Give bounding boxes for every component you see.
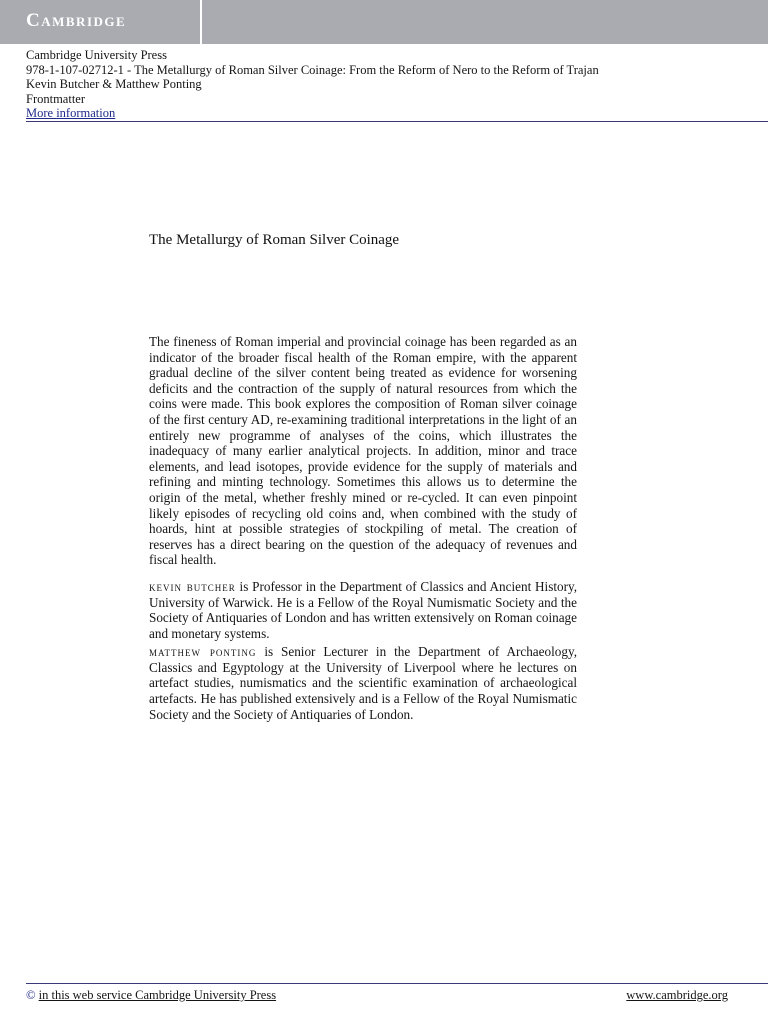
author-bio-text-ponting: is Senior Lecturer in the Department of Archaeology, Classics and Egyptology at the University of Liverpool where he lectures on artefact studies, numismatics and the scientific examination of archaeological artefacts. He has published extensively and is a Fellow of the Royal Numismatic Society and the Society of Antiquaries of London. — [149, 644, 577, 722]
header-bar — [0, 0, 768, 44]
copyright-text[interactable]: in this web service Cambridge University Press — [38, 988, 277, 1002]
cambridge-logo[interactable]: Cambridge — [26, 10, 127, 31]
footer-copyright — [26, 988, 276, 1003]
logo-box — [0, 0, 202, 44]
section-line: Frontmatter — [26, 91, 86, 106]
author-name-ponting: matthew ponting — [149, 644, 257, 660]
book-description: The fineness of Roman imperial and provincial coinage has been regarded as an indicator of the broader fiscal health of the Roman empire, with the apparent gradual decline of the silver content being treated as evidence for worsening deficits and the contraction of the supply of natural resources from which the coins were made. This book explores the composition of Roman silver coinage of the first century AD, re-examining traditional interpretations in the light of an entirely new programme of analyses of the coins, which illustrates the inadequacy of many earlier analytical projects. In addition, minor and trace elements, and lead isotopes, provide evidence for the supply of materials and refining and minting technology. Sometimes this allows us to determine the origin of the metal, whether freshly mined or re-cycled. It can even pinpoint likely episodes of recycling old coins and, when combined with the study of hoards, hint at possible strategies of stockpiling of metal. The creation of reserves has a direct bearing on the question of the adequacy of revenues and fiscal health. — [149, 334, 577, 568]
cambridge-website-link[interactable]: www.cambridge.org — [626, 988, 728, 1002]
isbn-title-line: 978-1-107-02712-1 - The Metallurgy of Roman Silver Coinage: From the Reform of Nero to the Reform of Trajan — [26, 62, 599, 77]
authors-line: Kevin Butcher & Matthew Ponting — [26, 77, 202, 91]
author-bio-ponting — [149, 644, 577, 722]
publisher-line: Cambridge University Press — [26, 48, 167, 62]
header-divider — [26, 121, 768, 122]
copyright-icon: © — [26, 988, 36, 1002]
document-meta — [26, 48, 766, 121]
more-information-link[interactable]: More information — [26, 106, 116, 120]
author-bio-butcher — [149, 579, 577, 641]
author-bio-text-butcher: is Professor in the Department of Classics and Ancient History, University of Warwick. He is a Fellow of the Royal Numismatic Society and the Society of Antiquaries of London and has written extensively on Roman coinage and monetary systems. — [149, 578, 578, 641]
book-title: The Metallurgy of Roman Silver Coinage — [149, 232, 400, 248]
author-name-butcher: kevin butcher — [149, 578, 236, 594]
book-content — [149, 334, 577, 722]
footer-divider — [26, 983, 768, 984]
